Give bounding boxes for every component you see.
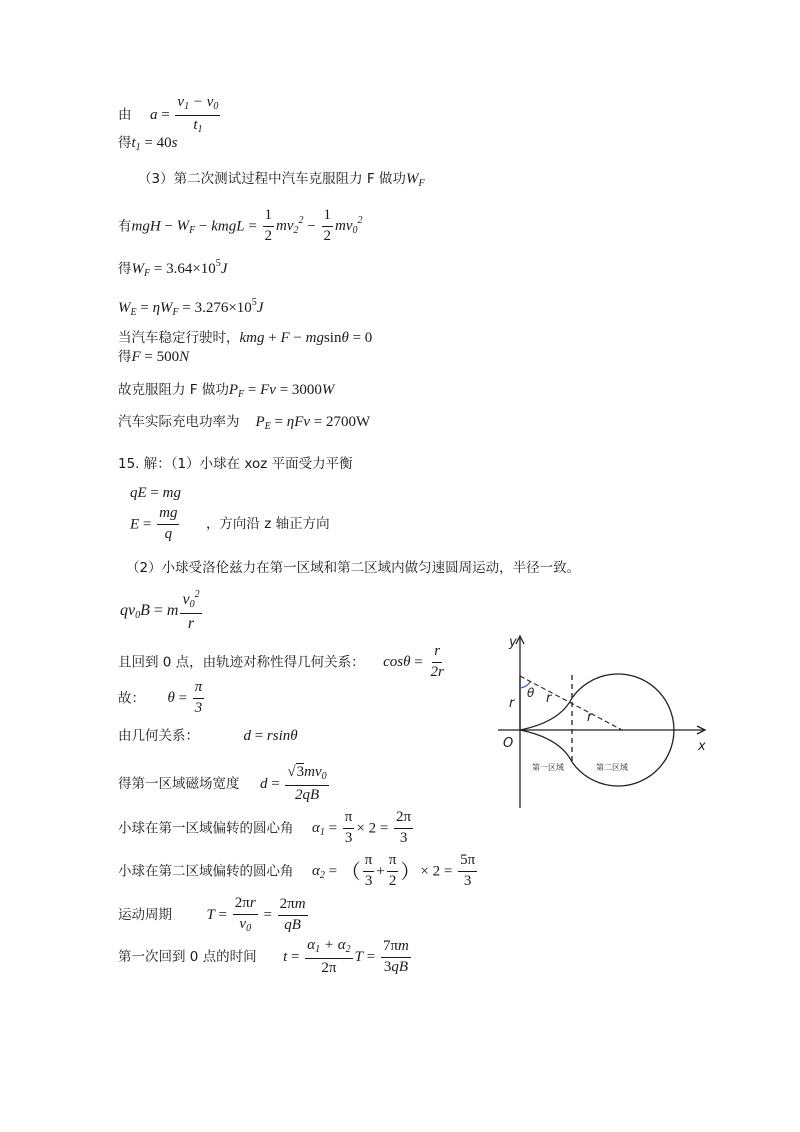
text-dir-z: ，方向沿 z 轴正方向: [205, 516, 330, 533]
x-axis-label: x: [698, 739, 706, 754]
eq-alpha2: 小球在第二区域偏转的圆心角 $\alpha_2$ = （ $\frac{\pi}{3}$ + $\frac{\pi}{2}$ ）× 2 = $\frac{5\pi}{3}$: [118, 852, 476, 889]
q3-heading: （3）第二次测试过程中汽车克服阻力 F 做功$W_F$: [138, 171, 425, 189]
eq-alpha1: 小球在第一区域偏转的圆心角 $\alpha_1$ = $\frac{\pi}{3}$ × 2 = $\frac{2\pi}{3}$: [118, 809, 412, 846]
origin-label: O: [503, 736, 514, 751]
text-p15-head: 15. 解：（1）小球在 xoz 平面受力平衡: [118, 456, 353, 472]
trajectory-lower-arc: [520, 730, 572, 762]
r-label-right: r: [587, 710, 593, 725]
p15-heading: [118, 457, 353, 472]
eq-width: 得第一区域磁场宽度 d = $\frac{√3mv_0}{2qB}$: [118, 764, 327, 803]
text-width1: 得第一区域磁场宽度: [118, 776, 240, 793]
text-return-o: 且回到 0 点，由轨迹对称性得几何关系：: [118, 654, 365, 671]
text-so-work: 故克服阻力 F 做功: [118, 382, 229, 398]
eq-cos: 且回到 0 点，由轨迹对称性得几何关系： cosθ = $\frac{r}{2r}$: [118, 643, 444, 680]
eq-steady: 当汽车稳定行驶时，kmg + F − mgsinθ = 0: [118, 330, 373, 346]
q2-heading: [126, 561, 580, 576]
text-gu: 故：: [118, 690, 145, 707]
text-de3: 得: [118, 349, 132, 365]
eq-pe: 汽车实际充电功率为 $P_E = \eta Fv = 2700W$: [118, 414, 371, 432]
eq-wf: 得$W_F = 3.64\times 10^5J$: [118, 258, 228, 279]
region1-label: 第一区域: [532, 763, 564, 772]
r-label-middle: r: [546, 691, 552, 706]
text-angle1: 小球在第一区域偏转的圆心角: [118, 820, 294, 837]
text-period: 运动周期: [118, 907, 172, 924]
eq-theta: 故： θ = $\frac{\pi}{3}$: [118, 679, 203, 716]
text-you: 由: [118, 107, 132, 123]
y-axis-label: y: [509, 635, 517, 650]
eq-t1: 得$t_1 = 40s$: [118, 135, 178, 153]
theta-label: θ: [527, 686, 535, 700]
text-angle2: 小球在第二区域偏转的圆心角: [118, 863, 294, 880]
text-first-return: 第一次回到 0 点的时间: [118, 949, 257, 966]
text-de2: 得: [118, 261, 132, 277]
trajectory-diagram: [490, 630, 720, 810]
eq-f: 得F = 500N: [118, 349, 190, 365]
eq-e: E = $\frac{mg}{q}$ ，方向沿 z 轴正方向: [130, 505, 330, 542]
text-charge-power: 汽车实际充电功率为: [118, 414, 240, 430]
eq-period: 运动周期 T = $\frac{2\pi r}{v_0}$ = $\frac{2\pi m}{qB}$: [118, 895, 306, 934]
r-label-left: r: [509, 696, 515, 711]
eq-lorentz: $qv_0B = m$ $\frac{v_0^2}{r}$: [120, 589, 200, 632]
eq-qe: qE = mg: [130, 485, 181, 501]
text-q3: （3）第二次测试过程中汽车克服阻力 F 做功: [138, 171, 406, 187]
text-de: 得: [118, 135, 132, 151]
eq-d: 由几何关系： d = rsinθ: [118, 728, 298, 744]
radius-dashed-line: [520, 676, 622, 730]
eq-energy: 有mgH − $W_F$ − kmgL = $\frac{1}{2}$ $mv_2^2$ − $\frac{1}{2}$ $mv_0^2$: [118, 207, 363, 244]
text-geo: 由几何关系：: [118, 728, 199, 744]
text-you2: 有: [118, 218, 132, 235]
region2-label: 第二区域: [596, 763, 628, 772]
eq-acceleration: 由 a = $\frac{v_1 - v_0}{t_1}$: [118, 94, 219, 135]
eq-time: 第一次回到 0 点的时间 t = $\frac{\alpha_1 + \alpha_2}{2\pi}$ T = $\frac{7\pi m}{3qB}$: [118, 937, 409, 976]
text-q2: （2）小球受洛伦兹力在第一区域和第二区域内做匀速圆周运动，半径一致。: [126, 560, 581, 576]
eq-pf: 故克服阻力 F 做功$P_F = Fv = 3000W$: [118, 382, 335, 400]
eq-we: $W_E = \eta W_F = 3.276\times 10^5J$: [118, 297, 264, 318]
text-when-steady: 当汽车稳定行驶时，: [118, 330, 240, 346]
